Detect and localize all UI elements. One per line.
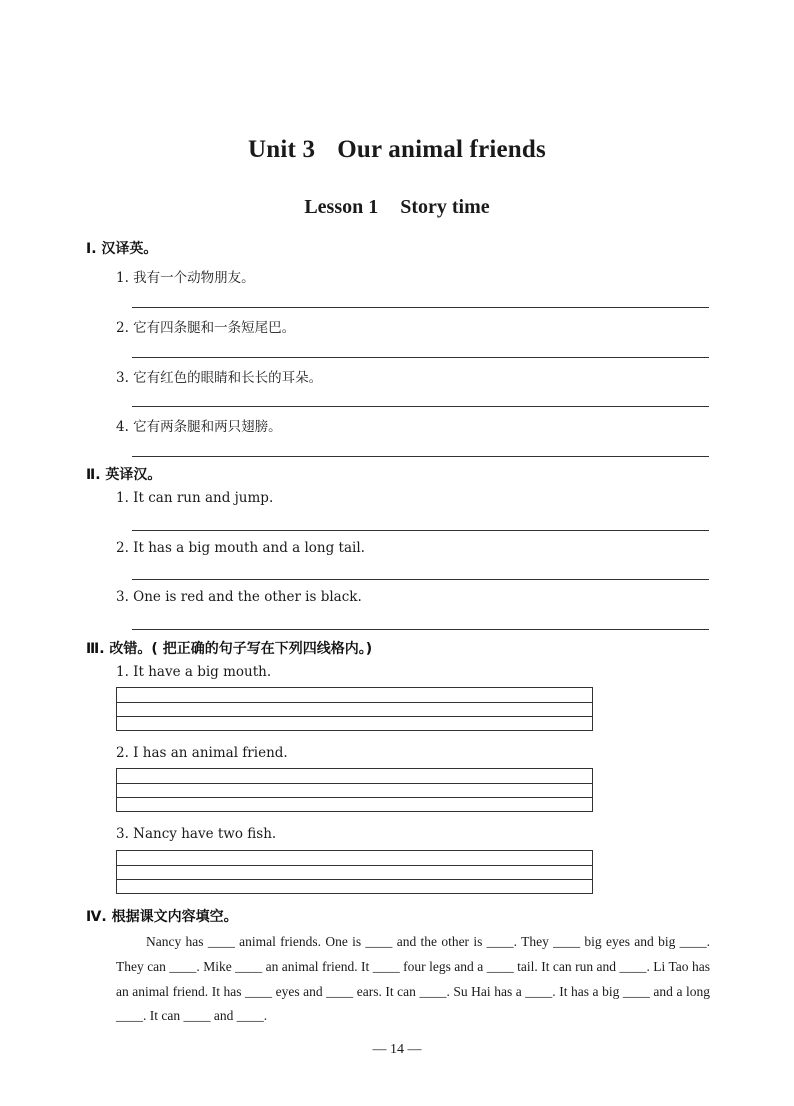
section-1-heading: Ⅰ. 汉译英。 <box>86 241 158 257</box>
section-2-item-1: 1. It can run and jump. <box>116 490 274 506</box>
section-2-item-3: 3. One is red and the other is black. <box>116 589 362 605</box>
answer-line-2-1[interactable] <box>132 530 709 531</box>
section-1-item-2: 2. 它有四条腿和一条短尾巴。 <box>116 320 296 336</box>
section-1-item-1: 1. 我有一个动物朋友。 <box>116 270 255 286</box>
section-2-item-2: 2. It has a big mouth and a long tail. <box>116 540 365 556</box>
answer-line-2-2[interactable] <box>132 579 709 580</box>
section-1-item-3: 3. 它有红色的眼睛和长长的耳朵。 <box>116 370 323 386</box>
fill-in-passage <box>116 930 710 1029</box>
four-line-grid-3[interactable] <box>116 850 593 894</box>
four-line-grid-2[interactable] <box>116 768 593 812</box>
lesson-name: Story time <box>400 196 490 218</box>
section-4-heading: Ⅳ. 根据课文内容填空。 <box>86 909 238 925</box>
unit-title <box>0 136 794 164</box>
section-3-item-3: 3. Nancy have two fish. <box>116 826 277 842</box>
answer-line-2-3[interactable] <box>132 629 709 630</box>
passage-text[interactable]: Nancy has ____ animal friends. One is ____ and the other is ____. They ____ big eyes and big ____. They can ____. Mike ____ an animal friend. It ____ four legs and a ____ tail. It can run and ____. Li Tao has an animal friend. It has ____ eyes and ____ ears. It can ____. Su Hai has a ____. It has a big ____ and a long ____. It can ____ and ____. <box>116 934 710 1024</box>
section-3-item-2: 2. I has an animal friend. <box>116 745 288 761</box>
section-1-item-4: 4. 它有两条腿和两只翅膀。 <box>116 419 282 435</box>
page-number: — 14 — <box>372 1042 422 1057</box>
answer-line-1-3[interactable] <box>132 406 709 407</box>
answer-line-1-1[interactable] <box>132 307 709 308</box>
section-2-heading: Ⅱ. 英译汉。 <box>86 467 162 483</box>
unit-number: Unit 3 <box>248 136 316 163</box>
section-3-heading: Ⅲ. 改错。( 把正确的句子写在下列四线格内。) <box>86 641 373 657</box>
lesson-number: Lesson 1 <box>304 196 379 218</box>
lesson-title <box>0 196 794 219</box>
answer-line-1-4[interactable] <box>132 456 709 457</box>
section-3-item-1: 1. It have a big mouth. <box>116 664 272 680</box>
unit-name: Our animal friends <box>337 136 546 163</box>
answer-line-1-2[interactable] <box>132 357 709 358</box>
four-line-grid-1[interactable] <box>116 687 593 731</box>
